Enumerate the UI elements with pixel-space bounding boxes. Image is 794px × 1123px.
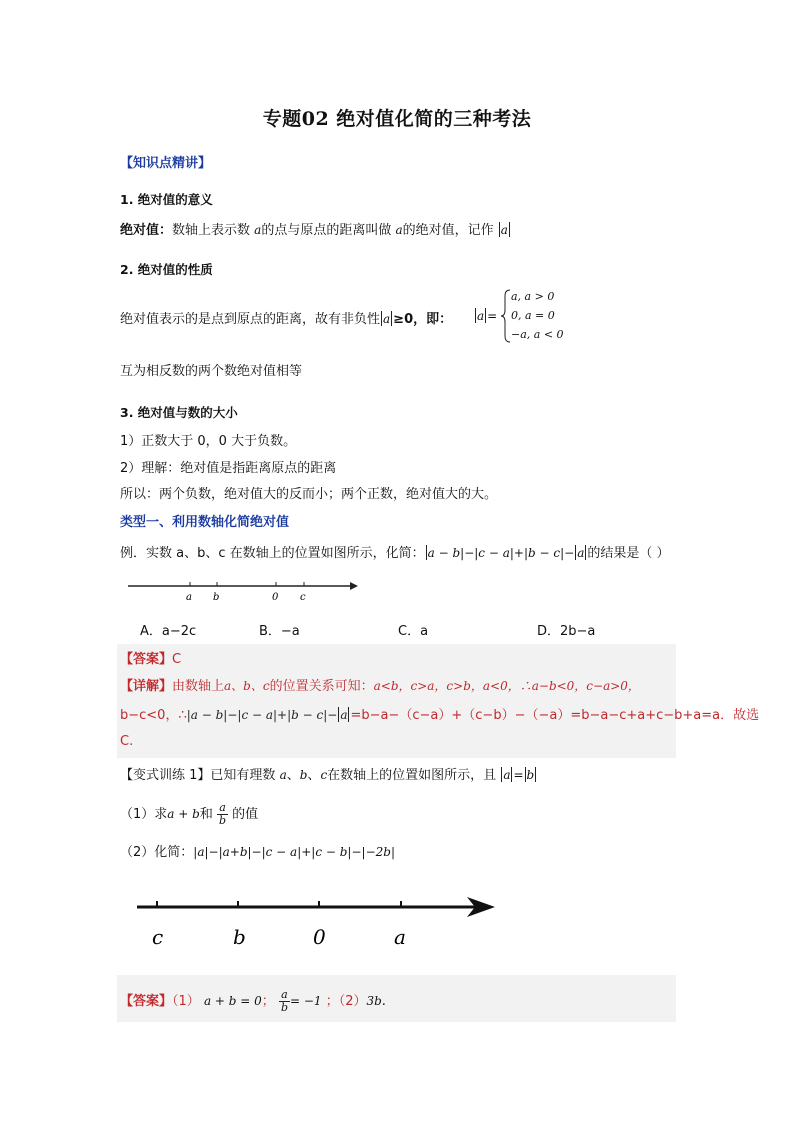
option-a[interactable]: A．a−2c	[140, 624, 197, 639]
order-line-1: 1）正数大于 0，0 大于负数。	[120, 434, 297, 449]
variant-q2: （2）化简：|a|−|a+b|−|c − a|+|c − b|−|−2b|	[120, 845, 395, 860]
detail-line-2: b−c<0，∴|a − b|−|c − a|+|b − c|− a =b−a−（c−a）+（c−b）−（−a）=b−a−c+a+c−b+a=a．故选	[120, 708, 760, 723]
answer-2: 【答案】（1） a + b = 0； $\frac{a}{b}$ = −1 ；（2）3b.	[120, 988, 386, 1014]
axis-label-a: a	[394, 925, 406, 949]
option-b[interactable]: B．−a	[259, 624, 300, 639]
opposite-numbers-line: 互为相反数的两个数绝对值相等	[120, 364, 303, 379]
axis-label-b: b	[213, 592, 220, 603]
heading-2: 2. 绝对值的性质	[120, 262, 213, 277]
order-line-3: 所以：两个负数，绝对值大的反而小；两个正数，绝对值大的大。	[120, 487, 498, 502]
section-knowledge: 【知识点精讲】	[120, 156, 212, 171]
page-title: 专题02 绝对值化简的三种考法	[262, 108, 532, 130]
heading-3: 3. 绝对值与数的大小	[120, 405, 238, 420]
property-line: 绝对值表示的是点到原点的距离，故有非负性 a ≥0，即：	[120, 312, 453, 327]
detail-line-1: 【详解】由数轴上a、b、c的位置关系可知：a<b，c>a，c>b，a<0，∴a−b<0，c−a>0，	[120, 679, 640, 694]
abs-def-lhs: a =	[477, 309, 498, 323]
variant-q1: （1）求a + b和 $\frac{a}{b}$ 的值	[120, 801, 259, 827]
answer-box-1	[117, 644, 676, 758]
option-d[interactable]: D．2b−a	[537, 624, 596, 639]
axis-label-a: a	[186, 592, 192, 603]
order-line-2: 2）理解：绝对值是指距离原点的距离	[120, 461, 337, 476]
answer-1: 【答案】C	[120, 652, 182, 667]
piecewise-cases: a, a > 0 0, a = 0 −a, a < 0	[511, 290, 564, 341]
detail-line-3: C.	[120, 734, 134, 749]
definition-line: 绝对值：数轴上表示数 a的点与原点的距离叫做 a的绝对值，记作 a	[120, 223, 508, 238]
axis-label-zero: 0	[313, 925, 326, 949]
heading-1: 1. 绝对值的意义	[120, 192, 213, 207]
variant-question: 【变式训练 1】已知有理数 a、b、c在数轴上的位置如图所示，且 a = b	[120, 768, 535, 783]
number-line-variant	[135, 892, 500, 952]
axis-label-zero: 0	[272, 592, 279, 603]
axis-label-c: c	[152, 925, 164, 949]
example-question: 例．实数 a、b、c 在数轴上的位置如图所示，化简： a − b|−|c − a|+|b − c|− a 的结果是（ ）	[120, 546, 670, 561]
type-one-heading: 类型一、利用数轴化简绝对值	[120, 515, 290, 530]
axis-label-c: c	[300, 592, 306, 603]
number-line-example	[128, 578, 364, 606]
option-c[interactable]: C．a	[398, 624, 429, 639]
axis-label-b: b	[233, 925, 246, 949]
